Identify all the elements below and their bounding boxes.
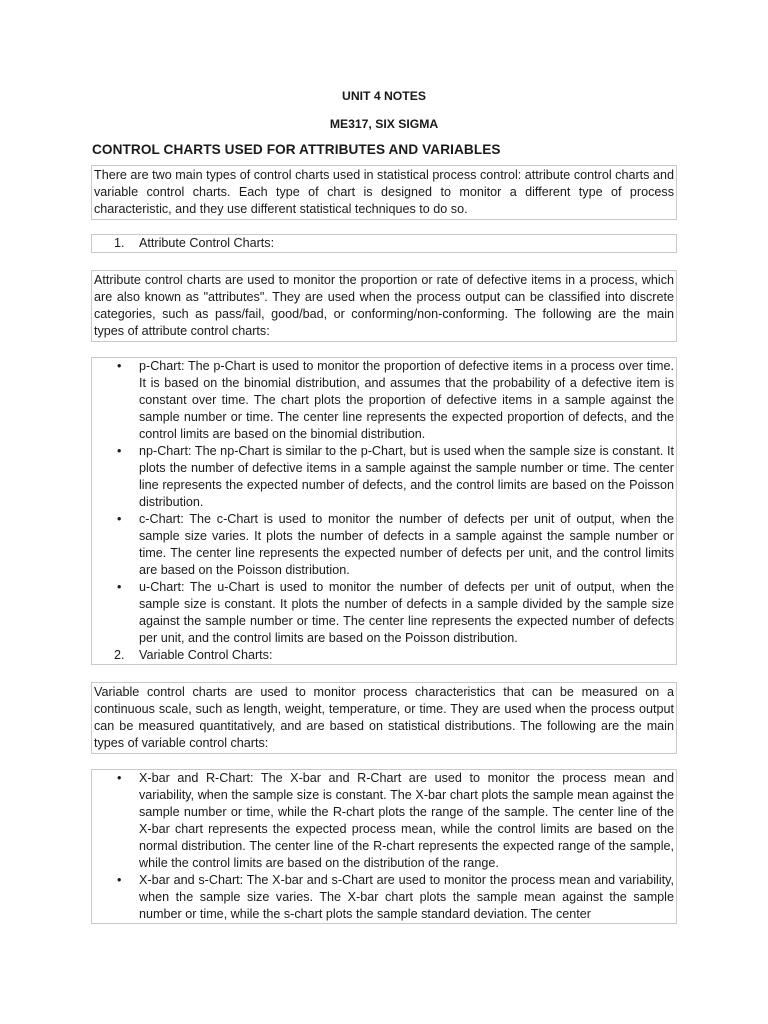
attribute-list-box	[91, 357, 677, 665]
section1-item	[92, 235, 676, 252]
doc-title: UNIT 4 NOTES	[342, 89, 426, 103]
section2-label: Variable Control Charts:	[139, 648, 273, 662]
list-item-text: u-Chart: The u-Chart is used to monitor the number of defects per unit of output, when the sample size is constant. It plots the number of defects in a sample divided by the sample size against the sample number or time. The center line represents the expected number of defects per unit, and the control limits are based on the Poisson distribution.	[139, 580, 674, 645]
variable-list-box	[91, 769, 677, 924]
intro-box	[91, 165, 677, 220]
list-item-text: X-bar and R-Chart: The X-bar and R-Chart are used to monitor the process mean and variability, when the sample size is constant. The X-bar chart plots the sample mean against the sample number or time, while the R-chart plots the range of the sample. The center line of the X-bar chart represents the expected process mean, while the control limits are based on the normal distribution. The center line of the R-chart represents the expected range of the sample, while the control limits are based on the distribution of the range.	[139, 771, 674, 870]
list-item	[92, 770, 676, 872]
list-item	[92, 443, 676, 511]
section-heading: CONTROL CHARTS USED FOR ATTRIBUTES AND VARIABLES	[92, 142, 501, 157]
list-item	[92, 872, 676, 923]
list-item-text: X-bar and s-Chart: The X-bar and s-Chart are used to monitor the process mean and variability, when the sample size varies. The X-bar chart plots the sample mean against the sample number or time, while the s-chart plots the sample standard deviation. The center	[139, 873, 674, 921]
bullet-icon: •	[117, 873, 122, 887]
variable-paragraph: Variable control charts are used to monitor process characteristics that can be measured on a continuous scale, such as length, weight, temperature, or time. They are used when the process output can be measured quantitatively, and are based on statistical distributions. The following are the main types of variable control charts:	[94, 685, 674, 750]
list-item-text: c-Chart: The c-Chart is used to monitor the number of defects per unit of output, when the sample size varies. It plots the number of defects in a sample against the sample number or time. The center line represents the expected number of defects per unit, and the control limits are based on the Poisson distribution.	[139, 512, 674, 577]
list-item-text: np-Chart: The np-Chart is similar to the p-Chart, but is used when the sample size is constant. It plots the number of defective items in a sample against the sample number or time. The center line represents the expected number of defects, and the control limits are based on the Poisson distribution.	[139, 444, 674, 509]
attribute-paragraph: Attribute control charts are used to monitor the proportion or rate of defective items in a process, which are also known as "attributes". They are used when the process output can be classified into discrete categories, such as pass/fail, good/bad, or conforming/non-conforming. The following are the main types of attribute control charts:	[94, 273, 674, 338]
bullet-icon: •	[117, 444, 122, 458]
list-item-text: p-Chart: The p-Chart is used to monitor the proportion of defective items in a process over time. It is based on the binomial distribution, and assumes that the probability of a defective item is constant over time. The chart plots the proportion of defective items in a sample against the sample number or time. The center line represents the expected proportion of defects, and the control limits are based on the binomial distribution.	[139, 359, 674, 441]
section1-box	[91, 234, 677, 253]
list-item	[92, 511, 676, 579]
intro-paragraph: There are two main types of control charts used in statistical process control: attribute control charts and variable control charts. Each type of chart is designed to monitor a different type of process characteristic, and they use different statistical techniques to do so.	[94, 168, 674, 216]
section1-number: 1.	[114, 236, 125, 250]
variable-chart-list	[92, 770, 676, 923]
section1-label: Attribute Control Charts:	[139, 236, 275, 250]
attribute-paragraph-box	[91, 270, 677, 342]
bullet-icon: •	[117, 512, 122, 526]
course-title: ME317, SIX SIGMA	[329, 117, 439, 131]
section2-item	[92, 647, 676, 664]
bullet-icon: •	[117, 580, 122, 594]
bullet-icon: •	[117, 771, 122, 785]
list-item	[92, 358, 676, 443]
list-item	[92, 579, 676, 647]
section2-number: 2.	[114, 648, 125, 662]
bullet-icon: •	[117, 359, 122, 373]
variable-paragraph-box	[91, 682, 677, 754]
attribute-chart-list	[92, 358, 676, 664]
